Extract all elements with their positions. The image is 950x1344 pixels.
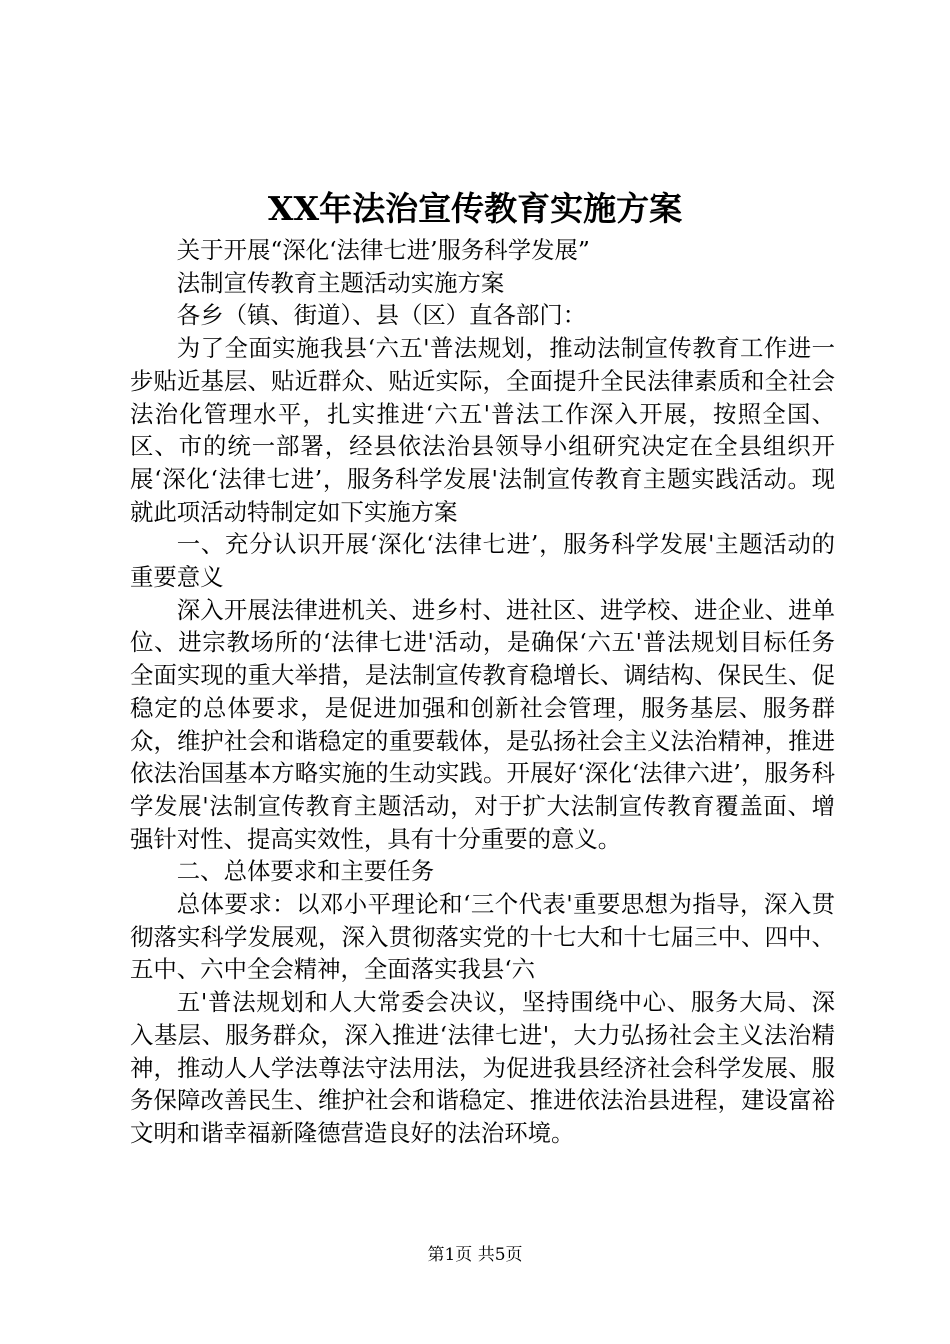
intro-paragraph: 为了全面实施我县‘六五'普法规划，推动法制宣传教育工作进一步贴近基层、贴近群众、贴近实际，全面提升全民法律素质和全社会法治化管理水平，扎实推进‘六五'普法工作深入开展，按照全国、区、市的统一部署，经县依法治县领导小组研究决定在全县组织开展‘深化‘法律七进’，服务科学发展'法制宣传教育主题实践活动。现就此项活动特制定如下实施方案 [130,334,835,526]
section-heading-2: 二、总体要求和主要任务 [176,857,435,886]
requirements-continued-paragraph: 五'普法规划和人大常委会决议，坚持围绕中心、服务大局、深入基层、服务群众，深入推进‘法律七进'，大力弘扬社会主义法治精神，推动人人学法尊法守法用法，为促进我县经济社会科学发展、服务保障改善民生、维护社会和谐稳定、推进依法治县进程，建设富裕文明和谐幸福新隆德营造良好的法治环境。 [130,988,835,1147]
section-1-paragraph: 深入开展法律进机关、进乡村、进社区、进学校、进企业、进单位、进宗教场所的‘法律七进'活动，是确保‘六五'普法规划目标任务全面实现的重大举措，是法制宣传教育稳增长、调结构、保民生、促稳定的总体要求，是促进加强和创新社会管理，服务基层、服务群众，维护社会和谐稳定的重要载体，是弘扬社会主义法治精神，推进依法治国基本方略实施的生动实践。开展好‘深化‘法律六进’，服务科学发展'法制宣传教育主题活动，对于扩大法制宣传教育覆盖面、增强针对性、提高实效性，具有十分重要的意义。 [130,595,835,853]
subtitle-line-2: 法制宣传教育主题活动实施方案 [176,268,505,297]
subtitle-line-1: 关于开展“深化‘法律七进’服务科学发展” [176,236,590,264]
document-title: XX年法治宣传教育实施方案 [267,189,683,228]
document-body [130,234,835,1150]
addressee: 各乡（镇、街道）、县（区）直各部门： [176,301,587,330]
page-number-footer: 第1页 共5页 [427,1245,523,1265]
requirements-paragraph: 总体要求：以邓小平理论和‘三个代表'重要思想为指导，深入贯彻落实科学发展观，深入贯彻落实党的十七大和十七届三中、四中、五中、六中全会精神，全面落实我县‘六 [130,890,835,984]
section-heading-1: 一、充分认识开展‘深化‘法律七进’，服务科学发展'主题活动的重要意义 [130,530,835,592]
